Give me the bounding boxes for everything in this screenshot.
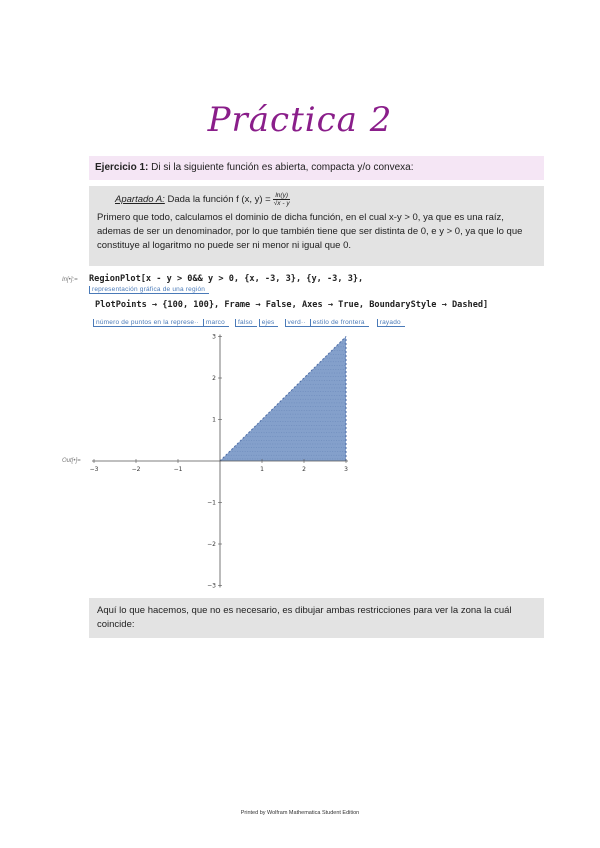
hint-dashed: rayado [377, 319, 405, 327]
function-fraction [273, 192, 290, 207]
page-title: Práctica 2 [207, 100, 393, 140]
y-tick-label: 2 [212, 375, 216, 382]
part-a-intro: Dada la función f (x, y) = [164, 194, 274, 206]
part-a-header [97, 192, 536, 207]
fraction-denominator: √x - y [273, 200, 290, 207]
x-tick-label: 2 [302, 466, 306, 473]
region-plot [80, 328, 370, 598]
hint-region-plot: representación gráfica de una región [89, 286, 209, 294]
part-a-label: Apartado A: [115, 194, 165, 206]
footer: Printed by Wolfram Mathematica Student Edition [240, 810, 360, 816]
x-tick-label: −1 [173, 466, 183, 473]
y-tick-label: −1 [207, 499, 216, 507]
out-label: Out[•]= [62, 458, 81, 464]
x-tick-label: −2 [131, 466, 141, 473]
part-a-paragraph: Primero que todo, calculamos el dominio de dicha función, en el cual x-y > 0, ya que es una raíz, ademas de ser un denominador, por lo que también tiene que ser distinta de 0, e y > 0, ya que lo que constituye al logaritmo no puede ser ni menor ni igual que 0. [97, 212, 523, 252]
note-text: Aquí lo que hacemos, que no es necesario, es dibujar ambas restricciones para ver la zona la cuál coincide: [97, 605, 512, 630]
hint-false: falso [235, 319, 257, 327]
hint-axes: ejes [259, 319, 279, 327]
note-cell [89, 598, 544, 638]
hint-true: verd·· [285, 319, 310, 327]
y-tick-label: 1 [212, 416, 216, 424]
fraction-numerator: ln(y) [275, 192, 288, 199]
hint-boundarystyle: estilo de frontera [310, 319, 369, 327]
code-line-2[interactable]: PlotPoints → {100, 100}, Frame → False, Axes → True, BoundaryStyle → Dashed] [95, 300, 489, 310]
exercise-label: Ejercicio 1: [95, 162, 149, 173]
exercise-text: Di si la siguiente función es abierta, compacta y/o convexa: [148, 162, 414, 173]
y-tick-label: 3 [212, 333, 216, 341]
hint-plotpoints: número de puntos en la represe·· [93, 319, 203, 327]
part-a-cell [89, 186, 544, 266]
code-hint-1 [89, 286, 209, 293]
code-hints-2 [89, 312, 405, 326]
y-tick-label: −2 [207, 541, 216, 548]
x-tick-label: −3 [89, 466, 99, 473]
hint-frame: marco [203, 319, 229, 327]
exercise-header [89, 156, 544, 180]
x-tick-label: 3 [344, 466, 348, 473]
x-tick-label: 1 [260, 466, 264, 473]
in-label: In[•]:= [62, 277, 78, 283]
y-tick-label: −3 [207, 582, 216, 590]
code-line-1[interactable]: RegionPlot[x - y > 0&& y > 0, {x, -3, 3}, {y, -3, 3}, [89, 274, 364, 284]
